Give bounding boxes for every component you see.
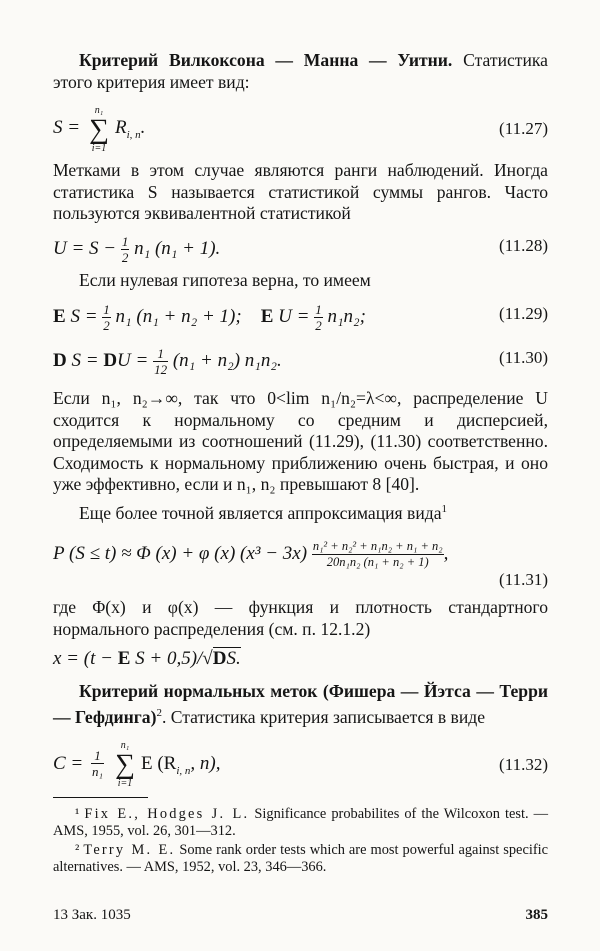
equation-number: (11.29) — [499, 304, 548, 323]
term: R — [115, 117, 127, 138]
section-heading-wilcoxon: Критерий Вилкоксона — Манна — Уитни. — [79, 50, 453, 70]
section-heading-normal-scores: Критерий нормальных меток (Фишера — Йэтса — Терри — Гефдинга) — [53, 681, 548, 727]
equation-11-30 — [53, 336, 548, 376]
equation-11-29 — [53, 292, 548, 332]
fraction — [102, 302, 111, 333]
paragraph-null-hypothesis: Если нулевая гипотеза верна, то имеем — [79, 270, 371, 290]
term: E (R — [141, 753, 177, 774]
fraction-top: n₁² + n₂² + n₁n₂ + n₁ + n₂ — [312, 539, 443, 553]
eq-body — [53, 648, 241, 670]
equation-number: (11.28) — [499, 236, 548, 255]
variance-operator: D — [53, 349, 67, 371]
footnote-separator — [53, 797, 148, 798]
paragraph-normal-scores — [53, 681, 548, 728]
paragraph-wilcoxon — [53, 50, 548, 93]
term-end: , n), — [190, 753, 221, 774]
fraction — [314, 302, 323, 333]
page-number: 385 — [525, 907, 548, 923]
fraction-bottom: 2 — [121, 250, 129, 265]
eq-lhs: S = — [53, 117, 81, 138]
expectation-operator: E — [53, 305, 66, 327]
fraction-top: 1 — [121, 234, 129, 249]
footnote-author: Terry M. E. — [83, 842, 176, 858]
fraction-top: 1 — [91, 748, 104, 764]
fraction-bottom: n₁ — [92, 764, 104, 779]
equation-number: (11.31) — [499, 570, 548, 589]
term-dot: . — [140, 117, 146, 138]
equation-number: (11.27) — [499, 119, 548, 138]
equation-11-27 — [53, 105, 548, 155]
fraction-top: 1 — [153, 346, 168, 362]
equation-number: (11.30) — [499, 348, 548, 367]
term-subscript: i, n — [126, 128, 141, 141]
fraction-top: 1 — [103, 302, 110, 317]
fraction — [91, 748, 104, 779]
variance-operator: D — [212, 648, 227, 669]
eq-body — [53, 234, 220, 265]
eq-part: U = — [273, 305, 315, 327]
expectation-operator: E — [260, 305, 274, 327]
term-subscript: i, n — [176, 764, 191, 777]
equation-x-definition — [53, 640, 548, 680]
fraction-bottom: 12 — [154, 362, 168, 377]
eq-part: (n₁ + n₂) n₁n₂. — [168, 349, 282, 371]
sum-symbol: n₁ ∑ i=1 — [115, 740, 135, 789]
footnote-2 — [53, 842, 548, 876]
footnote-text: Some rank order tests which are most powerful against specific alternatives. — AMS, 1952, vol. 23, 346—366. — [53, 842, 549, 875]
eq-part: S = — [66, 349, 104, 371]
fraction-top: 1 — [315, 302, 322, 317]
footnote-mark: ¹ — [75, 806, 80, 822]
printer-signature: 13 Зак. 1035 — [53, 907, 131, 923]
eq-part: S = — [65, 305, 103, 327]
sum-upper: n₁ — [94, 105, 104, 116]
sum-symbol: n₁ ∑ i=1 — [89, 105, 109, 154]
eq-lhs: C = — [53, 753, 84, 774]
equation-11-31 — [53, 528, 548, 590]
eq-comma: , — [443, 542, 449, 564]
eq-rest: n₁ (n₁ + 1). — [129, 237, 221, 259]
paragraph-text: Статистика этого критерия имеет вид: — [53, 50, 548, 92]
eq-part: S + 0,5)/√ — [130, 648, 213, 669]
eq-part: U = — [117, 349, 154, 371]
paragraph-text: Еще более точной является аппроксимация вида — [79, 502, 442, 523]
eq-part: n₁ (n₁ + n₂ + 1); — [110, 305, 261, 327]
eq-part: x = (t − — [53, 648, 118, 669]
equation-11-32 — [53, 740, 548, 792]
equation-number: (11.32) — [499, 755, 548, 774]
footnote-author: Fix E., Hodges J. L. — [84, 806, 250, 822]
paragraph-approximation — [53, 499, 548, 524]
sqrt-radicand — [213, 647, 241, 669]
paragraph-labels: Метками в этом случае являются ранги наблюдений. Иногда статистика S называется статистикой суммы рангов. Часто пользуются эквивалентной статистикой — [53, 160, 548, 223]
sum-lower: i=1 — [117, 778, 133, 789]
footnote-ref-1: 1 — [441, 503, 448, 515]
fraction — [153, 346, 168, 377]
sum-upper: n₁ — [120, 740, 130, 751]
sum-lower: i=1 — [91, 143, 107, 154]
equation-11-28 — [53, 224, 548, 264]
sum-term — [141, 753, 221, 777]
eq-body — [53, 539, 448, 570]
eq-body — [53, 302, 366, 333]
eq-body — [53, 346, 282, 377]
fraction — [312, 539, 444, 570]
fraction-bottom: 2 — [315, 318, 322, 333]
footnote-text: Significance probabilites of the Wilcoxon test. — AMS, 1955, vol. 26, 301—312. — [53, 806, 548, 839]
eq-lhs: P (S ≤ t) ≈ Φ (x) + φ (x) (x³ − 3x) — [53, 542, 312, 564]
fraction-bottom: 20n₁n₂ (n₁ + n₂ + 1) — [326, 555, 429, 569]
eq-lhs: U = S − — [53, 237, 121, 259]
eq-part: n₁n₂; — [322, 305, 366, 327]
footnote-ref-2: 2 — [156, 706, 162, 719]
paragraph-phi-definition: где Φ(x) и φ(x) — функция и плотность стандартного нормального распределения (см. п. 12.1.2) — [53, 597, 548, 639]
footnote-1 — [53, 806, 548, 840]
fraction-bottom: 2 — [103, 318, 110, 333]
footnote-mark: ² — [75, 842, 80, 858]
expectation-operator: E — [117, 648, 131, 669]
paragraph-convergence: Если n₁, n₂→∞, так что 0<lim n₁/n₂=λ<∞, распределение U сходится к нормальному со средним и дисперсией, определяемыми из соотношений (11.29), (11.30) соответственно. Сходимость к нормальному приближению очень быстрая, и оно уже эффективно, если и n₁, n₂ превышают 8 [40]. — [53, 388, 548, 494]
variance-operator: D — [103, 349, 118, 371]
sum-term — [115, 117, 145, 141]
eq-part: S. — [226, 648, 241, 669]
paragraph-text: . Статистика критерия записывается в виде — [161, 706, 486, 727]
